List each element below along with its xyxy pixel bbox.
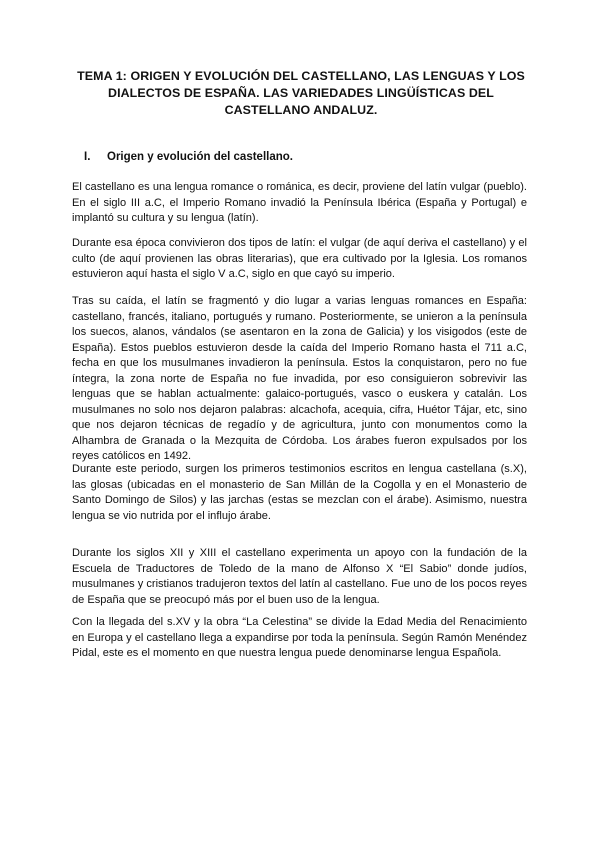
paragraph: Con la llegada del s.XV y la obra “La Celestina” se divide la Edad Media del Renacimiento en Europa y el castellano llega a expandirse por toda la península. Según Ramón Menéndez Pidal, este es el momento en que nuestra lengua puede denominarse lengua Española. — [72, 616, 527, 660]
paragraph: El castellano es una lengua romance o románica, es decir, proviene del latín vulgar (pueblo). En el siglo III a.C, el Imperio Romano invadió la Península Ibérica (España y Portugal) e implantó su cultura y su lengua (latín). — [72, 181, 527, 225]
paragraph: Durante este periodo, surgen los primeros testimonios escritos en lengua castellana (s.X), las glosas (ubicadas en el monasterio de San Millán de la Cogolla y en el Monasterio de Santo Domingo de Silos) y las jarchas (estas se mezclan con el árabe). Asimismo, nuestra lengua se vio nutrida por el influjo árabe. — [72, 463, 527, 522]
document-title: TEMA 1: ORIGEN Y EVOLUCIÓN DEL CASTELLANO, LAS LENGUAS Y LOS DIALECTOS DE ESPAÑA. LAS VARIEDADES LINGÜÍSTICAS DEL CASTELLANO ANDALUZ. — [77, 69, 525, 117]
paragraph: Durante esa época convivieron dos tipos de latín: el vulgar (de aquí deriva el castellano) y el culto (de aquí provienen las obras literarias), que era cultivado por la Iglesia. Los romanos estuvieron aquí hasta el siglo V a.C, siglo en que cayó su imperio. — [72, 237, 527, 281]
section-number: I. — [84, 151, 91, 163]
paragraph: Tras su caída, el latín se fragmentó y dio lugar a varias lenguas romances en España: castellano, francés, italiano, portugués y rumano. Posteriormente, se unieron a la península los suecos, alanos, vándalos (se asentaron en la zona de Galicia) y los visigodos (este de España). Estos pueblos estuvieron desde la caída del Imperio Romano hasta el 711 a.C, fecha en que los musulmanes invadieron la península. Estos la conquistaron, pero no fue íntegra, la zona norte de España no fue invadida, por eso consiguieron sobrevivir las lenguas que se hablan actualmente: galaico-portugués, vasco o euskera y catalán. Los musulmanes no solo nos dejaron palabras: alcachofa, acequia, cifra, Huétor Tájar, etc, sino que nos dejaron técnicas de regadío y de agricultura, junto con monumentos como la Alhambra de Granada o la Mezquita de Córdoba. Los árabes fueron expulsados por los reyes católicos en 1492. — [72, 295, 527, 463]
section-heading: Origen y evolución del castellano. — [107, 151, 293, 163]
paragraph: Durante los siglos XII y XIII el castellano experimenta un apoyo con la fundación de la Escuela de Traductores de Toledo de la mano de Alfonso X “El Sabio” donde judíos, musulmanes y cristianos tradujeron textos del latín al castellano. Fue uno de los pocos reyes de España que se preocupó más por el buen uso de la lengua. — [72, 547, 527, 606]
